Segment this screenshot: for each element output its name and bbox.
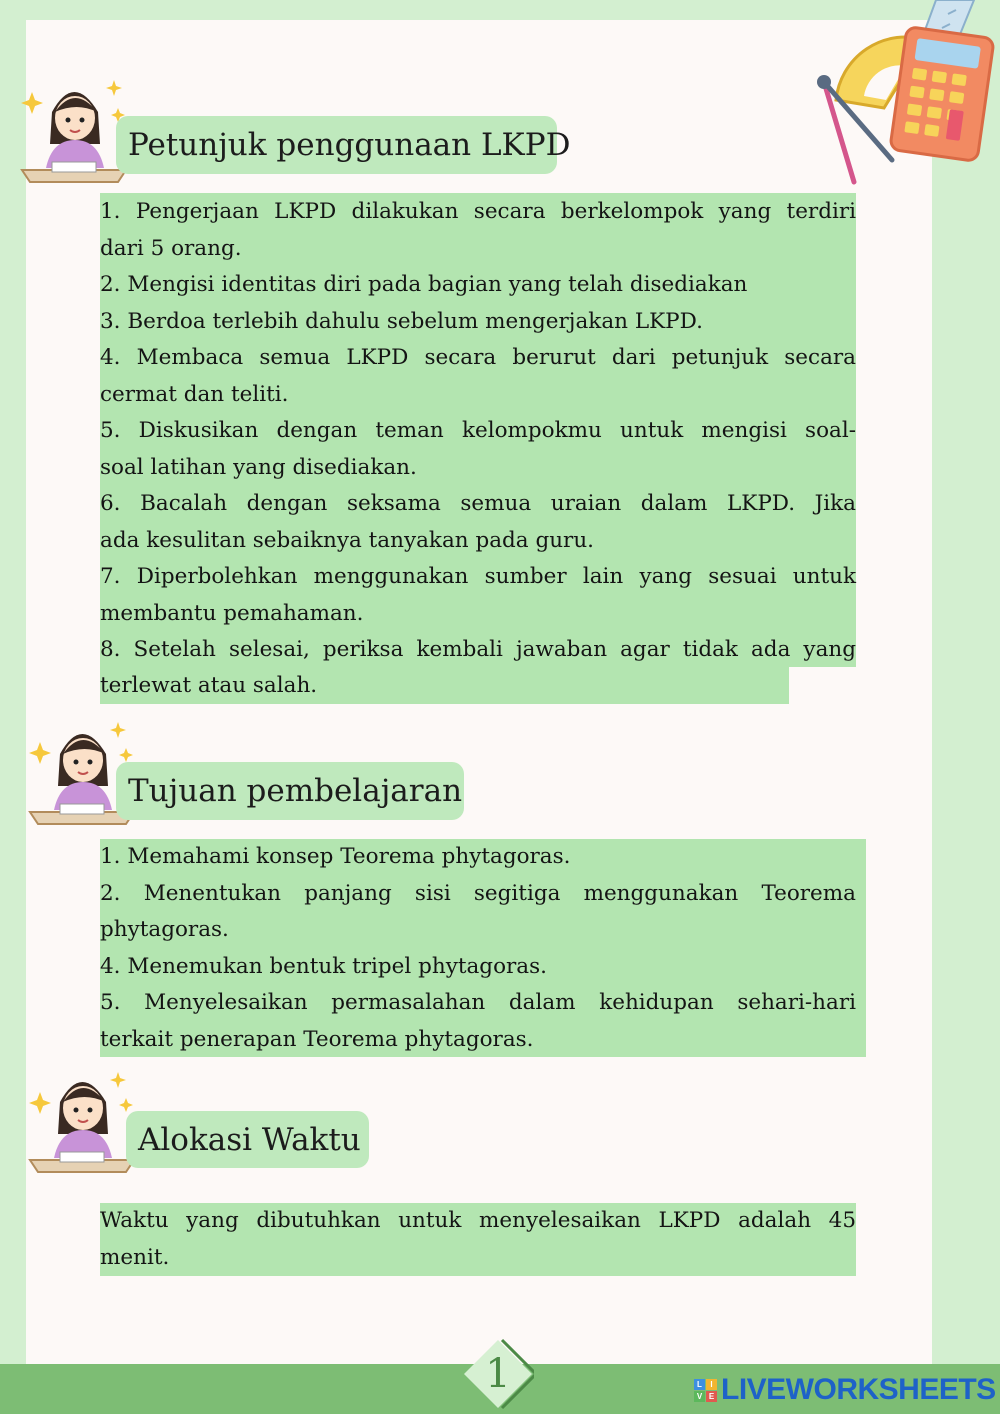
objective-line: 5. Menyelesaikan permasalahan dalam kehidupan sehari-hari [100,990,856,1015]
instruction-line: cermat dan teliti. [100,381,289,407]
studying-girl-icon [18,72,130,188]
instruction-line: soal latihan yang disediakan. [100,454,417,480]
objective-line: 4. Menemukan bentuk tripel phytagoras. [100,953,547,979]
liveworksheets-text: LIVEWORKSHEETS [721,1373,996,1406]
instruction-line: 7. Diperbolehkan menggunakan sumber lain yang sesuai untuk [100,564,856,589]
instructions-block [100,193,856,667]
time-line: Waktu yang dibutuhkan untuk menyelesaikan LKPD adalah 45 [100,1208,856,1233]
instructions-block-tail [100,667,789,704]
time-block [100,1203,856,1276]
instructions-heading [116,116,571,174]
instruction-line: ada kesulitan sebaiknya tanyakan pada guru. [100,527,595,553]
objective-line: 2. Menentukan panjang sisi segitiga menggunakan Teorema [100,880,856,906]
liveworksheets-logo[interactable] [694,1372,996,1408]
studying-girl-icon [26,1062,138,1178]
time-heading [126,1111,369,1168]
objective-line: phytagoras. [100,917,229,942]
calculator-icon [890,26,994,161]
instruction-line: 2. Mengisi identitas diri pada bagian yang telah disediakan [100,272,748,297]
instruction-line: dari 5 orang. [100,235,242,261]
page-number: 1 [485,1351,511,1397]
time-heading-text: Alokasi Waktu [138,1121,361,1158]
objective-line: 1. Memahami konsep Teorema phytagoras. [100,844,571,869]
liveworksheets-mark-icon: L I V E [694,1379,717,1402]
math-tools-illustration [806,0,1000,190]
objectives-heading [116,762,464,820]
instruction-line: 5. Diskusikan dengan teman kelompokmu untuk mengisi soal- [100,418,856,443]
instruction-line: 4. Membaca semua LKPD secara berurut dari petunjuk secara [100,345,856,370]
time-line: menit. [100,1244,170,1270]
instruction-line: 1. Pengerjaan LKPD dilakukan secara berkelompok yang terdiri [100,199,856,224]
objective-line: terkait penerapan Teorema phytagoras. [100,1026,534,1052]
objectives-block [100,839,866,1057]
instruction-line: 8. Setelah selesai, periksa kembali jawaban agar tidak ada yang [100,637,856,662]
instructions-heading-text: Petunjuk penggunaan LKPD [128,127,571,163]
instruction-line: membantu pemahaman. [100,600,364,626]
instruction-line: 6. Bacalah dengan seksama semua uraian dalam LKPD. Jika [100,491,856,516]
instruction-line: 3. Berdoa terlebih dahulu sebelum mengerjakan LKPD. [100,308,703,334]
objectives-heading-text: Tujuan pembelajaran [128,773,463,809]
instruction-line: terlewat atau salah. [100,673,318,698]
